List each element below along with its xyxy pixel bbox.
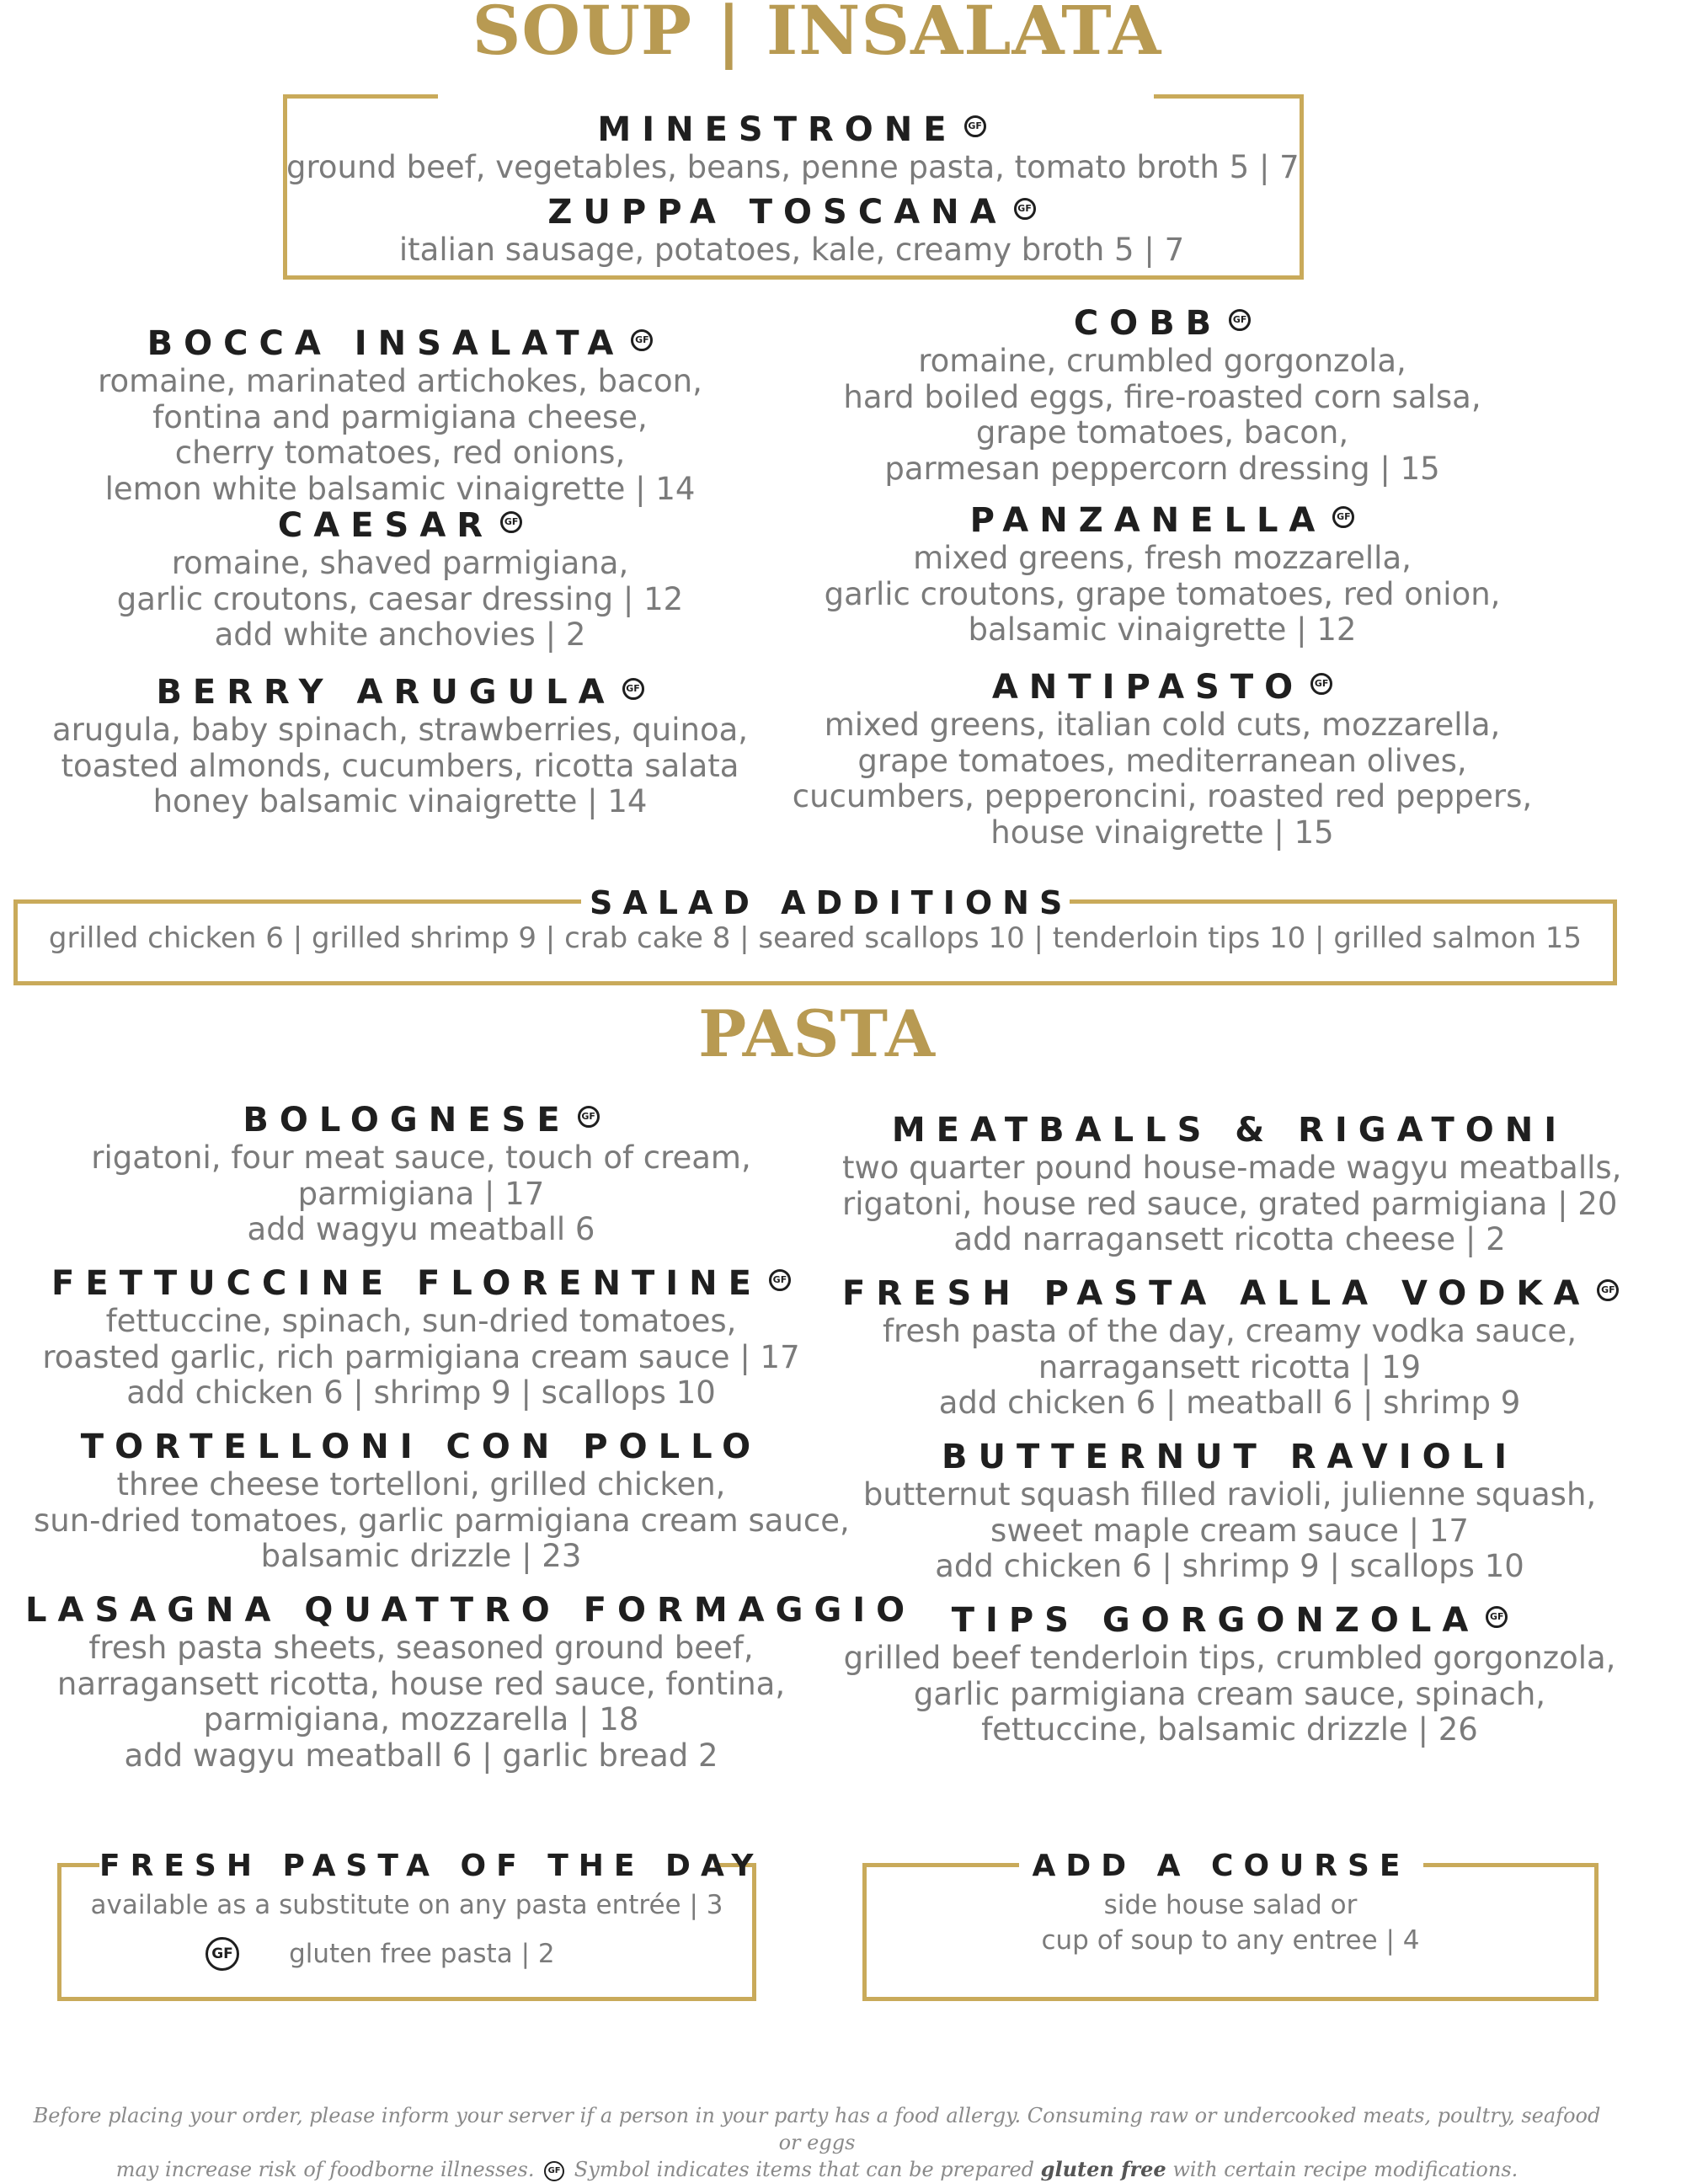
gluten-free-icon: GF xyxy=(578,1106,600,1128)
salad-additions-text: grilled chicken 6 | grilled shrimp 9 | crab cake 8 | seared scallops 10 | tenderloin tips 10 | grilled salmon 15 xyxy=(48,921,1583,955)
gluten-free-icon: GF xyxy=(1310,673,1332,695)
gluten-free-icon: GF xyxy=(1229,309,1251,331)
gluten-free-icon: GF xyxy=(769,1269,791,1291)
pasta-lasagna-quattro-formaggio: LASAGNA QUATTRO FORMAGGIO fresh pasta sheets, seasoned ground beef, narragansett ricotta, house red sauce, fontina, parmigiana, mozzarella | 18 add wagyu meatball 6 | garlic bread 2 xyxy=(25,1591,916,1774)
salad-cobb: COBB GF romaine, crumbled gorgonzola, hard boiled eggs, fire-roasted corn salsa, grape tomatoes, bacon, parmesan peppercorn dressing | 15 xyxy=(843,304,1481,487)
pasta-tips-gorgonzola: TIPS GORGONZOLA GF grilled beef tenderloin tips, crumbled gorgonzola, garlic parmigiana cream sauce, spinach, fettuccine, balsamic drizzle | 26 xyxy=(843,1601,1616,1748)
gluten-free-icon: GF xyxy=(544,2161,564,2181)
soup-zuppa-toscana xyxy=(286,192,1297,269)
gluten-free-icon: GF xyxy=(631,329,653,351)
add-course-title: ADD A COURSE xyxy=(1019,1849,1423,1883)
pasta-butternut-ravioli: BUTTERNUT RAVIOLI butternut squash filled ravioli, julienne squash, sweet maple cream sauce | 17 add chicken 6 | shrimp 9 | scallops 10 xyxy=(862,1438,1597,1584)
add-course-line1: side house salad or xyxy=(1103,1890,1358,1920)
fresh-pasta-frame xyxy=(57,1863,756,2001)
pasta-fettuccine-florentine: FETTUCCINE FLORENTINE GF fettuccine, spinach, sun-dried tomatoes, roasted garlic, rich parmigiana cream sauce | 17 add chicken 6 | shrimp 9 | scallops 10 xyxy=(42,1264,800,1411)
salad-caesar: CAESAR GF romaine, shaved parmigiana, garlic croutons, caesar dressing | 12 add white anchovies | 2 xyxy=(116,506,684,653)
fresh-pasta-gf-row xyxy=(205,1935,555,1972)
gluten-free-icon: GF xyxy=(1486,1606,1508,1628)
item-desc: ground beef, vegetables, beans, penne pasta, tomato broth 5 | 7 xyxy=(286,149,1300,185)
pasta-tortelloni-con-pollo: TORTELLONI CON POLLO three cheese tortelloni, grilled chicken, sun-dried tomatoes, garlic parmigiana cream sauce, balsamic drizzle | 23 xyxy=(34,1428,850,1574)
salad-additions-title: SALAD ADDITIONS xyxy=(581,884,1070,921)
salad-panzanella: PANZANELLA GF mixed greens, fresh mozzarella, garlic croutons, grape tomatoes, red onion, balsamic vinaigrette | 12 xyxy=(824,501,1501,648)
gluten-free-pasta-text: gluten free pasta | 2 xyxy=(289,1939,555,1969)
gluten-free-icon: GF xyxy=(1332,506,1354,528)
gluten-free-icon: GF xyxy=(1014,198,1036,220)
item-desc: italian sausage, potatoes, kale, creamy broth 5 | 7 xyxy=(398,232,1185,268)
salad-antipasto: ANTIPASTO GF mixed greens, italian cold cuts, mozzarella, grape tomatoes, mediterranean olives, cucumbers, pepperoncini, roasted red peppers, house vinaigrette | 15 xyxy=(792,668,1533,851)
section-title-pasta: PASTA xyxy=(698,996,936,1071)
salad-bocca-insalata: BOCCA INSALATA GF romaine, marinated artichokes, bacon, fontina and parmigiana cheese, cherry tomatoes, red onions, lemon white balsamic vinaigrette | 14 xyxy=(98,324,702,507)
section-title-soup-insalata: SOUP | INSALATA xyxy=(472,0,1162,70)
allergy-disclaimer: Before placing your order, please inform your server if a person in your party has a food allergy. Consuming raw or undercooked meats, poultry, seafood or eggs may increase risk of foodborne illnesses. GF Symbol indicates items that can be prepared gluten free with certain recipe modifications. xyxy=(33,2104,1601,2181)
gluten-free-icon: GF xyxy=(622,678,644,700)
gluten-free-icon: GF xyxy=(1597,1279,1619,1301)
pasta-meatballs-rigatoni: MEATBALLS & RIGATONI two quarter pound house-made wagyu meatballs, rigatoni, house red sauce, grated parmigiana | 20 add narragansett ricotta cheese | 2 xyxy=(842,1111,1622,1257)
gluten-free-icon: GF xyxy=(964,115,986,137)
fresh-pasta-title: FRESH PASTA OF THE DAY xyxy=(99,1849,764,1883)
gluten-free-icon: GF xyxy=(205,1937,239,1971)
fresh-pasta-line1: available as a substitute on any pasta entrée | 3 xyxy=(90,1890,723,1920)
add-course-line2: cup of soup to any entree | 4 xyxy=(1041,1925,1420,1956)
soup-minestrone xyxy=(286,109,1300,186)
item-name: ZUPPA TOSCANA GF xyxy=(286,192,1297,232)
item-name: MINESTRONE GF xyxy=(286,109,1297,150)
gluten-free-icon: GF xyxy=(500,511,522,533)
pasta-alla-vodka: FRESH PASTA ALLA VODKA GF fresh pasta of the day, creamy vodka sauce, narragansett ricotta | 19 add chicken 6 | meatball 6 | shrimp 9 xyxy=(842,1273,1617,1422)
salad-berry-arugula: BERRY ARUGULA GF arugula, baby spinach, strawberries, quinoa, toasted almonds, cucumbers, ricotta salata honey balsamic vinaigrette | 14 xyxy=(51,673,749,819)
pasta-bolognese: BOLOGNESE GF rigatoni, four meat sauce, touch of cream, parmigiana | 17 add wagyu meatball 6 xyxy=(91,1101,751,1247)
